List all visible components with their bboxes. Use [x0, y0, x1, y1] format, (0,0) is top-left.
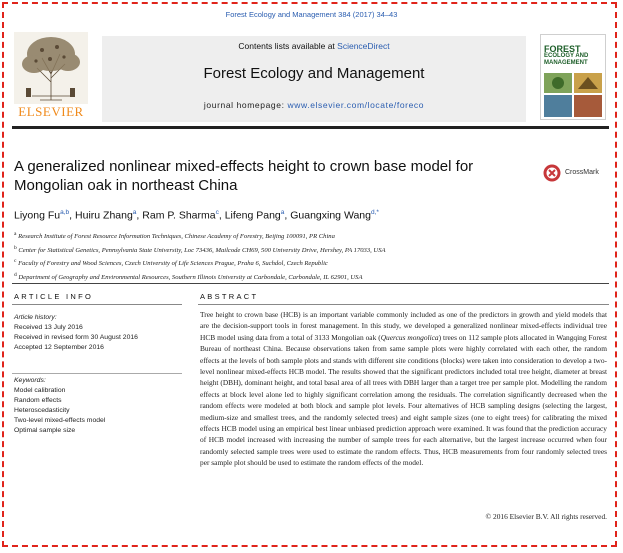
- abstract-text-part2: ) trees on 112 sample plots allocated in Wangqing Forest Bureau of northeast China. Because observations taken from same sample plots were highly correlated with each other, the random effects at the levels of both sample plots and stands with different site conditions (blocks) were taken into consideration to develop a two-level nonlinear mixed-effects HCB model. The results showed that the significant predictors included total tree height, diameter at breast height (DBH), dominant height, and total basal area of all trees with DBH larger than a target tree per sample plot. Modelling the random effects at block level alone led to highly significant correlation among the residuals. The correlation significantly decreased when the random effects were modeled at both block and sample plot levels. Four alternatives of HCB sampling designs (selecting the largest, medium-size and smallest trees, and the randomly selected trees) and eight sample sizes (one to eight trees) for calibrating the mixed effects HCB model using an empirical best linear unbiased prediction approach were examined. It was found that the prediction accuracy of HCB model increased with increasing the number of sample trees for each alternative, but the largest increase occurred when four randomly selected sample trees were used to estimate the random effects. Thus, HCB measurements from four randomly selected trees per sample plot should be used to estimate the random effects of the model.: [200, 332, 607, 468]
- affiliation-mark: d: [14, 271, 17, 278]
- journal-reference[interactable]: Forest Ecology and Management 384 (2017) 34–43: [225, 10, 398, 19]
- affiliation-list: [14, 229, 609, 283]
- keyword-item: Model calibration: [14, 387, 66, 394]
- author-affiliation-mark[interactable]: a,b: [60, 209, 70, 216]
- affiliation-item: [14, 243, 609, 257]
- cover-photos-icon: [544, 73, 602, 117]
- contents-line: [102, 41, 526, 51]
- author-separator: ,: [136, 209, 143, 222]
- header-rule: [12, 126, 609, 129]
- history-item: Accepted 12 September 2016: [14, 344, 104, 351]
- abstract-text-part1: Tree height to crown base (HCB) is an important variable commonly included as one of the predictors in growth and yield models that are the decision-support tools in forest management. In this study, we developed a generalized nonlinear mixed-effects individual tree HCB model using data from a total of 3133 Mongolian oak (: [200, 310, 607, 342]
- author-affiliation-mark[interactable]: a: [280, 209, 285, 216]
- history-label: Article history:: [14, 314, 57, 321]
- history-item: Received in revised form 30 August 2016: [14, 334, 138, 341]
- affiliation-mark: a: [14, 231, 17, 237]
- elsevier-wordmark[interactable]: ELSEVIER: [18, 104, 84, 119]
- history-item: Received 13 July 2016: [14, 324, 83, 331]
- author-name[interactable]: Ram P. Sharma: [142, 209, 216, 222]
- homepage-prefix: journal homepage:: [203, 100, 288, 110]
- affiliation-text: Department of Geography and Environmental Resources, Southern Illinois University at Carbondale, Carbondale, IL 62901, USA: [18, 273, 363, 281]
- abstract-rule: [198, 304, 609, 305]
- article-info-heading: ARTICLE INFO: [14, 292, 94, 301]
- abstract-species-name: Quercus mongolica: [380, 332, 439, 342]
- keywords-rule: [12, 373, 182, 374]
- crossmark-button[interactable]: [543, 164, 613, 184]
- author-name[interactable]: Guangxing Wang: [290, 209, 371, 222]
- keyword-item: Random effects: [14, 397, 62, 404]
- affiliation-item: [14, 229, 609, 243]
- crossmark-label: CrossMark: [565, 169, 599, 176]
- article-title: A generalized nonlinear mixed-effects height to crown base model for Mongolian oak in northeast China: [14, 158, 474, 194]
- affiliations-rule: [12, 283, 609, 284]
- author-list: [14, 209, 604, 222]
- affiliation-mark: b: [14, 244, 17, 251]
- author-separator: ,: [218, 209, 225, 222]
- keyword-item: Two-level mixed-effects model: [14, 417, 106, 424]
- cover-title: [544, 45, 604, 67]
- sciencedirect-link[interactable]: ScienceDirect: [337, 41, 390, 51]
- crossmark-icon: [543, 164, 561, 182]
- affiliation-text: Faculty of Forestry and Wood Sciences, Czech University of Life Sciences Prague, Praha 6, Suchdol, Czech Republic: [18, 260, 328, 268]
- journal-homepage: [102, 100, 526, 110]
- article-history: [14, 313, 184, 353]
- cover-title-line3: MANAGEMENT: [544, 60, 588, 66]
- affiliation-item: [14, 270, 609, 284]
- abstract-text: [200, 309, 607, 469]
- abstract-heading: ABSTRACT: [200, 292, 259, 301]
- affiliation-text: Center for Statistical Genetics, Pennsylvania State University, Loc 73436, Mailcode CH69, 500 University Drive, Hershey, PA 17033, USA: [18, 246, 386, 254]
- affiliation-text: Research Institute of Forest Resource Information Techniques, Chinese Academy of Forestry, Beijing 100091, PR China: [18, 233, 335, 241]
- article-info-rule: [12, 304, 182, 305]
- keyword-item: Optimal sample size: [14, 427, 76, 434]
- author-affiliation-mark[interactable]: c: [215, 209, 219, 216]
- author-name[interactable]: Liyong Fu: [14, 209, 61, 222]
- affiliation-item: [14, 256, 609, 270]
- author-affiliation-mark[interactable]: a: [132, 209, 137, 216]
- author-separator: ,: [284, 209, 291, 222]
- affiliation-mark: c: [14, 258, 17, 265]
- keywords: [14, 376, 184, 436]
- keywords-label: Keywords:: [14, 377, 46, 384]
- author-name[interactable]: Huiru Zhang: [75, 209, 133, 222]
- contents-prefix: Contents lists available at: [238, 41, 338, 51]
- copyright-notice: © 2016 Elsevier B.V. All rights reserved.: [485, 512, 607, 521]
- cover-title-line1: FOREST: [544, 44, 581, 54]
- journal-masthead: [102, 36, 526, 122]
- journal-cover-thumbnail[interactable]: [540, 34, 606, 120]
- author-name[interactable]: Lifeng Pang: [224, 209, 281, 222]
- homepage-link[interactable]: www.elsevier.com/locate/foreco: [287, 100, 425, 110]
- keyword-item: Heteroscedasticity: [14, 407, 70, 414]
- author-separator: ,: [69, 209, 76, 222]
- journal-title: Forest Ecology and Management: [203, 65, 425, 82]
- cover-title-line2: ECOLOGY AND: [544, 53, 589, 59]
- author-affiliation-mark[interactable]: d,*: [370, 209, 379, 216]
